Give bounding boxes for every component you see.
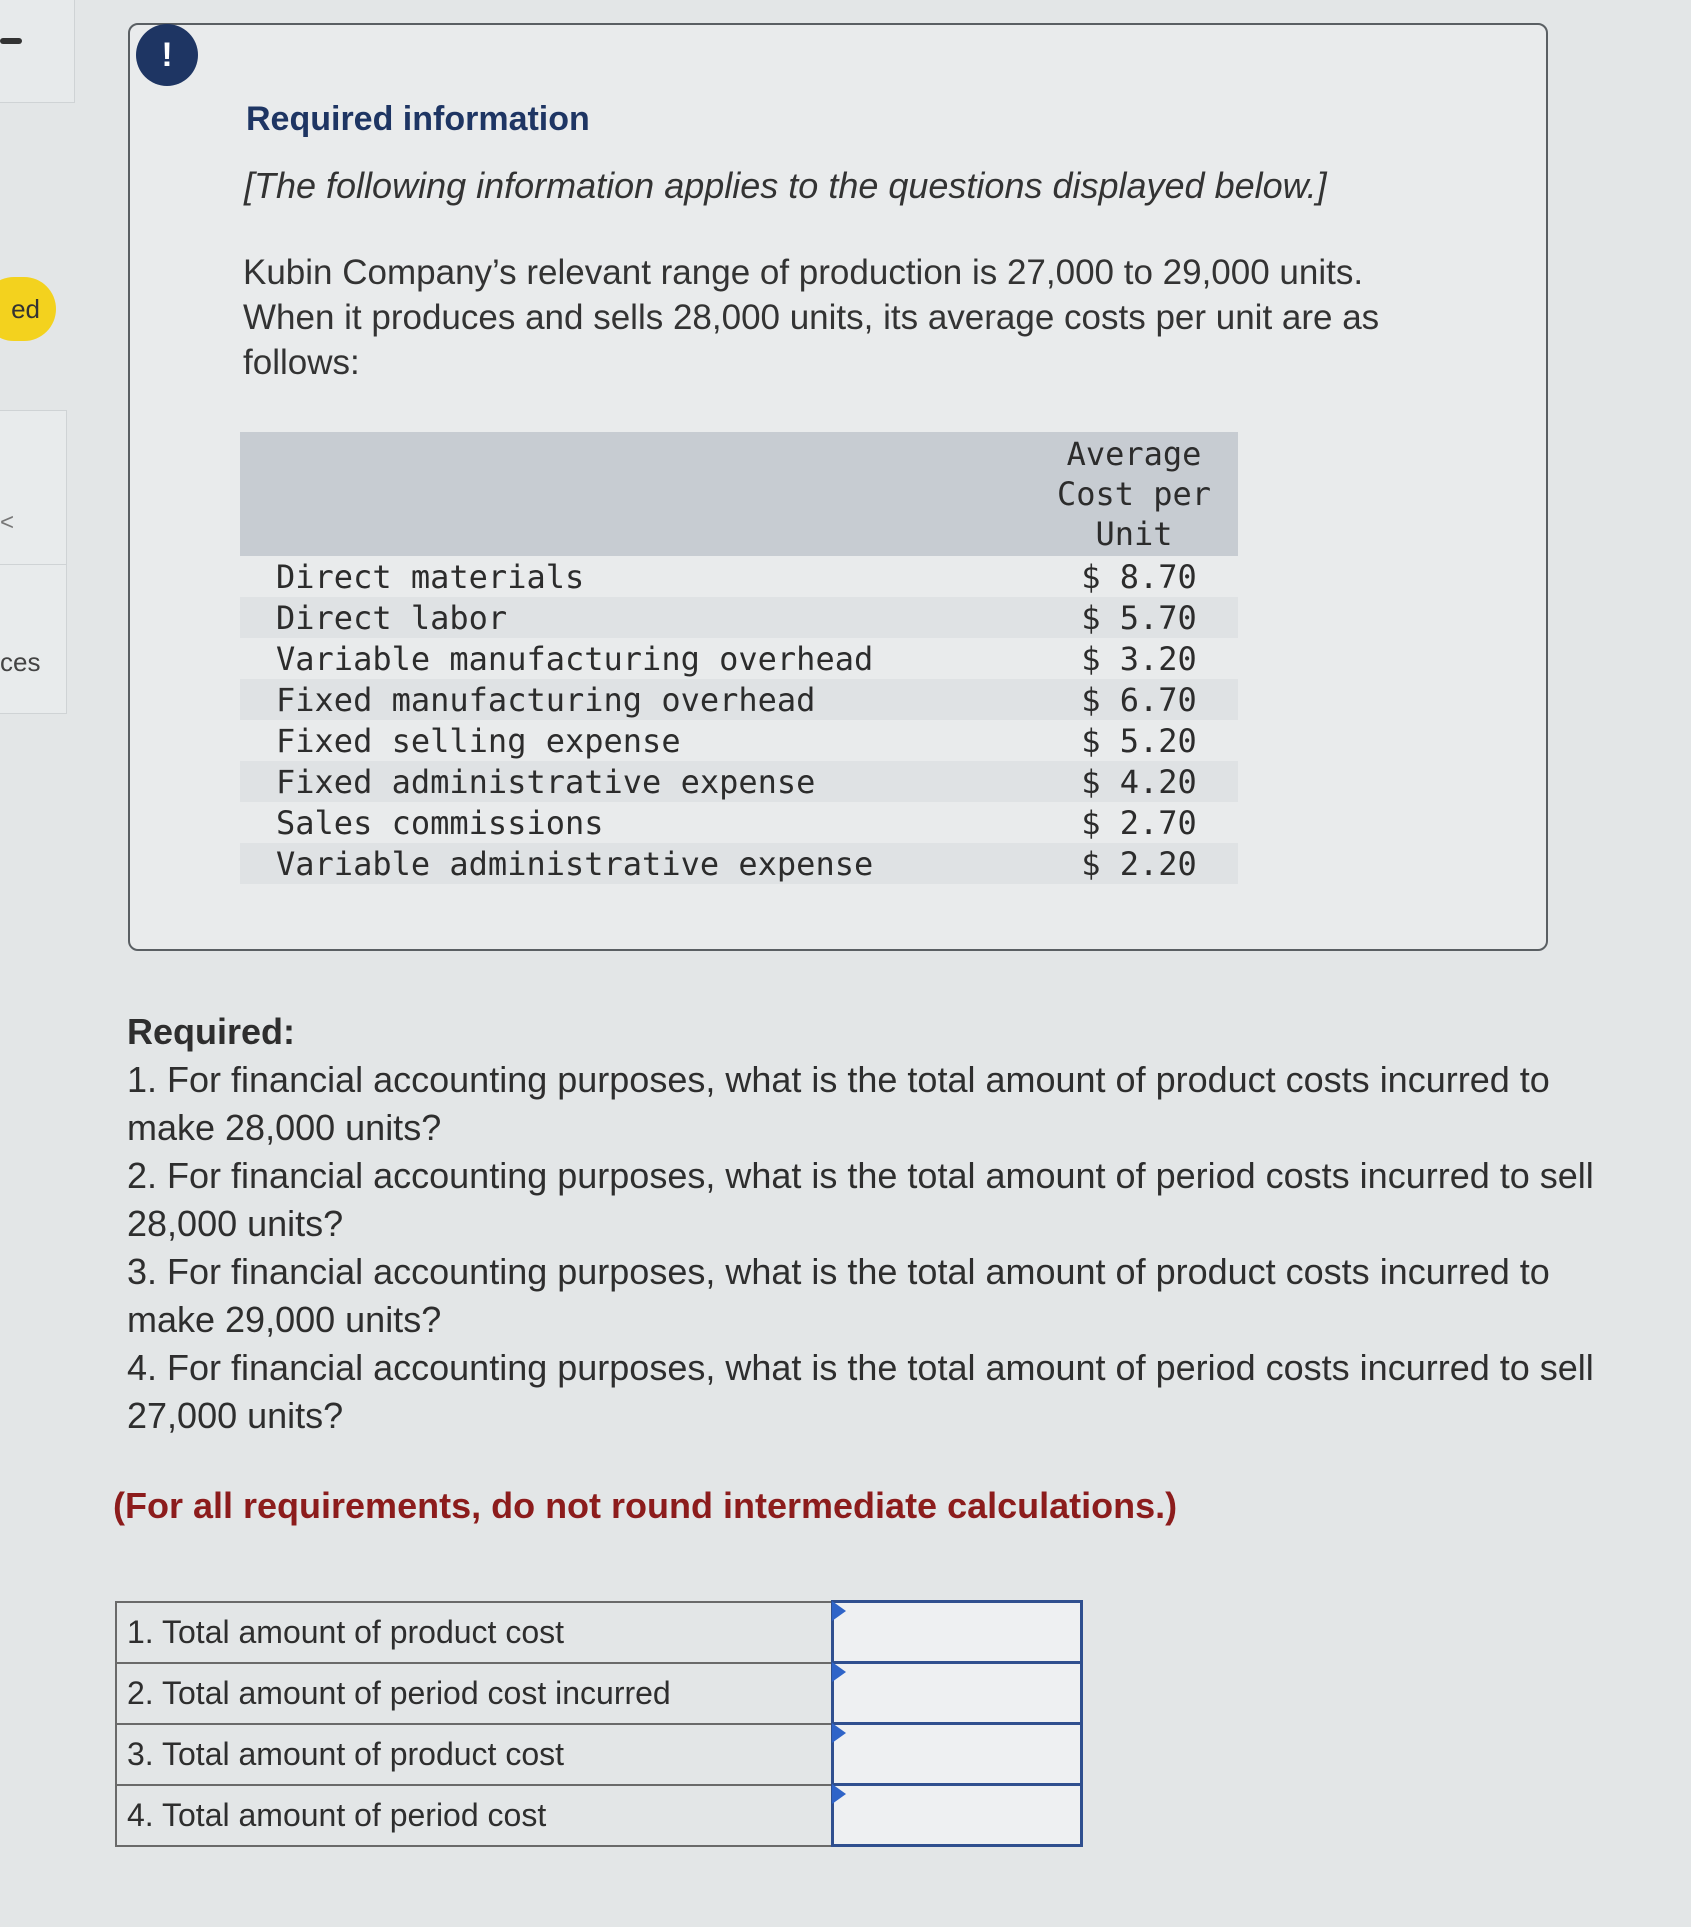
required-heading: Required: — [127, 1011, 296, 1052]
question-item: 1. For financial accounting purposes, what is the total amount of product costs incurred to make 28,000 units? — [127, 1059, 1550, 1148]
answer-row — [116, 1663, 1082, 1724]
alert-icon: ! — [136, 24, 198, 86]
sidebar-status-badge[interactable]: ed — [0, 277, 56, 341]
answer-row — [116, 1724, 1082, 1785]
cost-item: Fixed manufacturing overhead — [240, 679, 1030, 720]
sidebar-divider — [0, 564, 66, 565]
chevron-left-icon[interactable]: < — [0, 509, 15, 536]
company-intro-text: Kubin Company’s relevant range of production is 27,000 to 29,000 units. When it produces and sells 28,000 units, its average costs per unit are as follows: — [243, 253, 1380, 382]
product-cost-28000-input[interactable] — [834, 1603, 1080, 1661]
question-item: 3. For financial accounting purposes, what is the total amount of product costs incurred to make 29,000 units? — [127, 1251, 1550, 1340]
cost-item: Sales commissions — [276, 803, 604, 842]
product-cost-29000-input[interactable] — [834, 1725, 1080, 1783]
table-header-blank — [240, 432, 1030, 556]
table-row — [240, 843, 1238, 884]
table-row — [240, 597, 1238, 638]
table-header-average-cost — [1030, 432, 1238, 556]
answer-row — [116, 1602, 1082, 1663]
applies-note: [The following information applies to the questions displayed below.] — [244, 165, 1327, 206]
header-line: Average — [1066, 435, 1202, 473]
input-flag-icon — [832, 1784, 846, 1804]
cost-value: $ 2.70 — [1081, 803, 1197, 842]
input-flag-icon — [832, 1662, 846, 1682]
table-row — [240, 720, 1238, 761]
cost-item: Variable administrative expense — [240, 843, 1030, 884]
table-row — [240, 638, 1238, 679]
header-line: Unit — [1095, 515, 1173, 553]
answer-input-cell[interactable] — [833, 1724, 1082, 1785]
answer-label: 1. Total amount of product cost — [116, 1602, 833, 1663]
header-line: Cost per — [1056, 475, 1212, 513]
answer-label: 4. Total amount of period cost — [116, 1785, 833, 1846]
cost-item: Direct materials — [276, 557, 585, 596]
cost-value: $ 2.20 — [1030, 843, 1238, 884]
cost-item: Direct labor — [240, 597, 1030, 638]
cost-value: $ 5.70 — [1030, 597, 1238, 638]
table-row — [240, 679, 1238, 720]
cost-item: Variable manufacturing overhead — [276, 639, 874, 678]
sidebar-top-tile[interactable] — [0, 0, 75, 103]
answer-input-cell[interactable] — [833, 1785, 1082, 1846]
required-information-title: Required information — [246, 100, 590, 138]
period-cost-28000-input[interactable] — [834, 1664, 1080, 1722]
cost-value: $ 6.70 — [1030, 679, 1238, 720]
menu-dash-icon — [0, 38, 22, 44]
input-flag-icon — [832, 1723, 846, 1743]
cost-item: Fixed administrative expense — [240, 761, 1030, 802]
answer-label: 2. Total amount of period cost incurred — [116, 1663, 833, 1724]
table-row — [240, 761, 1238, 802]
table-row — [240, 556, 1238, 597]
cost-value: $ 8.70 — [1081, 557, 1197, 596]
input-flag-icon — [832, 1601, 846, 1621]
answer-row — [116, 1785, 1082, 1846]
cost-item: Fixed selling expense — [276, 721, 681, 760]
cost-value: $ 4.20 — [1030, 761, 1238, 802]
table-row — [240, 802, 1238, 843]
answer-input-cell[interactable] — [833, 1602, 1082, 1663]
answer-input-cell[interactable] — [833, 1663, 1082, 1724]
period-cost-27000-input[interactable] — [834, 1786, 1080, 1844]
cost-value: $ 5.20 — [1081, 721, 1197, 760]
question-item: 4. For financial accounting purposes, what is the total amount of period costs incurred to sell 27,000 units? — [127, 1347, 1594, 1436]
required-section — [127, 1008, 1647, 1440]
sidebar-item-label[interactable]: ces — [0, 647, 41, 677]
question-item: 2. For financial accounting purposes, what is the total amount of period costs incurred to sell 28,000 units? — [127, 1155, 1594, 1244]
average-cost-table — [240, 432, 1238, 884]
cost-value: $ 3.20 — [1081, 639, 1197, 678]
answer-table — [115, 1600, 1083, 1847]
sidebar-panel[interactable] — [0, 410, 67, 714]
rounding-note: (For all requirements, do not round intermediate calculations.) — [113, 1485, 1178, 1526]
answer-label: 3. Total amount of product cost — [116, 1724, 833, 1785]
